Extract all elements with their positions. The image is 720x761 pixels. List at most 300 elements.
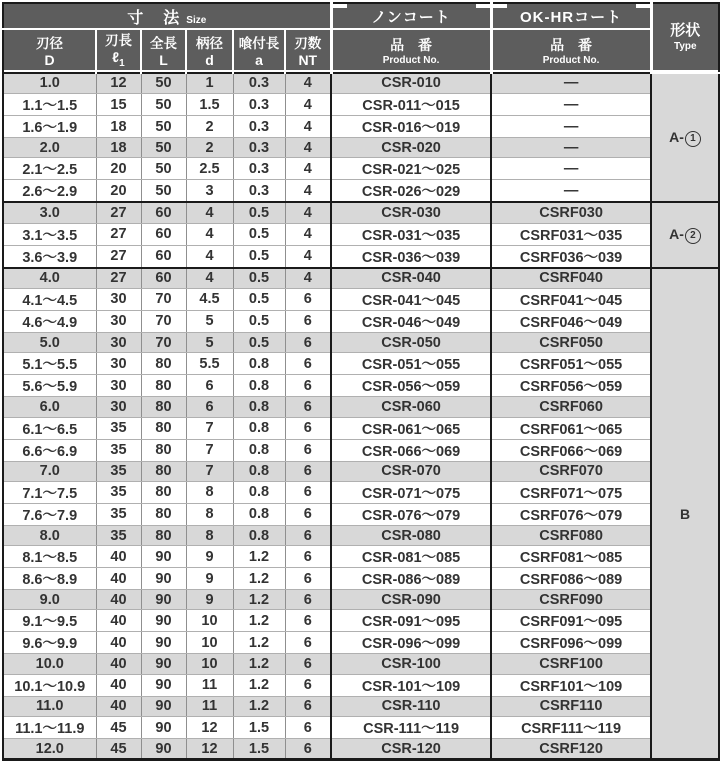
cell-okhr-product-no: CSRF041〜045 xyxy=(491,288,651,310)
cell-flute-count: 6 xyxy=(285,590,331,610)
cell-blade-dia: 8.6〜8.9 xyxy=(3,568,96,590)
cell-shank-dia: 2 xyxy=(186,116,233,138)
cell-noncoat-product-no: CSR-016〜019 xyxy=(331,116,491,138)
cell-flute-count: 6 xyxy=(285,439,331,461)
cell-chamfer-length: 0.5 xyxy=(233,288,285,310)
cell-flute-count: 6 xyxy=(285,654,331,674)
cell-shank-dia: 5 xyxy=(186,332,233,352)
cell-blade-dia: 5.1〜5.5 xyxy=(3,353,96,375)
cell-flute-count: 6 xyxy=(285,288,331,310)
cell-overall-length: 60 xyxy=(141,268,186,289)
cell-chamfer-length: 0.8 xyxy=(233,481,285,503)
cell-flute-count: 6 xyxy=(285,546,331,568)
cell-okhr-product-no: CSRF060 xyxy=(491,397,651,417)
cell-okhr-product-no: CSRF061〜065 xyxy=(491,417,651,439)
cell-flute-count: 6 xyxy=(285,696,331,716)
table-header xyxy=(3,3,719,73)
col-header-shank-dia: 柄径 d xyxy=(186,29,233,73)
table-row xyxy=(3,610,719,632)
cell-okhr-product-no: — xyxy=(491,180,651,203)
cell-chamfer-length: 0.8 xyxy=(233,461,285,481)
cell-shank-dia: 9 xyxy=(186,546,233,568)
cell-okhr-product-no: CSRF086〜089 xyxy=(491,568,651,590)
cell-overall-length: 80 xyxy=(141,353,186,375)
type-group-cell: B xyxy=(651,268,719,760)
cell-blade-length: 18 xyxy=(96,116,141,138)
cell-chamfer-length: 1.2 xyxy=(233,590,285,610)
cell-okhr-product-no: CSRF031〜035 xyxy=(491,223,651,245)
type-circled-number: 1 xyxy=(685,131,701,147)
cell-flute-count: 4 xyxy=(285,268,331,289)
type-prefix: A- xyxy=(669,128,684,145)
cell-blade-dia: 1.6〜1.9 xyxy=(3,116,96,138)
cell-shank-dia: 2 xyxy=(186,138,233,158)
size-group-label-jp: 寸 法 xyxy=(127,9,182,27)
cell-blade-length: 30 xyxy=(96,353,141,375)
cell-blade-length: 27 xyxy=(96,223,141,245)
cell-chamfer-length: 0.8 xyxy=(233,417,285,439)
cell-flute-count: 4 xyxy=(285,223,331,245)
cell-blade-length: 35 xyxy=(96,461,141,481)
cell-okhr-product-no: CSRF100 xyxy=(491,654,651,674)
cell-noncoat-product-no: CSR-020 xyxy=(331,138,491,158)
cell-blade-length: 40 xyxy=(96,590,141,610)
cell-flute-count: 6 xyxy=(285,674,331,696)
cell-noncoat-product-no: CSR-120 xyxy=(331,739,491,760)
cell-flute-count: 4 xyxy=(285,116,331,138)
cell-flute-count: 6 xyxy=(285,461,331,481)
cell-noncoat-product-no: CSR-030 xyxy=(331,202,491,223)
cell-overall-length: 90 xyxy=(141,654,186,674)
cell-overall-length: 80 xyxy=(141,525,186,545)
cell-blade-dia: 4.1〜4.5 xyxy=(3,288,96,310)
cell-okhr-product-no: — xyxy=(491,94,651,116)
cell-shank-dia: 8 xyxy=(186,525,233,545)
cell-flute-count: 6 xyxy=(285,417,331,439)
cell-overall-length: 90 xyxy=(141,717,186,739)
cell-blade-length: 35 xyxy=(96,417,141,439)
table-rows xyxy=(3,73,719,760)
cell-shank-dia: 10 xyxy=(186,610,233,632)
table-row xyxy=(3,94,719,116)
type-group-cell xyxy=(651,202,719,267)
cell-okhr-product-no: CSRF090 xyxy=(491,590,651,610)
cell-shank-dia: 4 xyxy=(186,245,233,268)
table-row xyxy=(3,268,719,289)
cell-overall-length: 80 xyxy=(141,461,186,481)
cell-shank-dia: 3 xyxy=(186,180,233,203)
table-row xyxy=(3,632,719,654)
cell-okhr-product-no: CSRF056〜059 xyxy=(491,375,651,397)
cell-blade-length: 18 xyxy=(96,138,141,158)
cell-blade-length: 45 xyxy=(96,739,141,760)
table-row xyxy=(3,73,719,94)
cell-noncoat-product-no: CSR-101〜109 xyxy=(331,674,491,696)
cell-blade-length: 40 xyxy=(96,674,141,696)
cell-okhr-product-no: CSRF080 xyxy=(491,525,651,545)
cell-blade-length: 40 xyxy=(96,632,141,654)
cell-flute-count: 4 xyxy=(285,180,331,203)
cell-chamfer-length: 1.2 xyxy=(233,568,285,590)
cell-overall-length: 50 xyxy=(141,138,186,158)
cell-overall-length: 80 xyxy=(141,481,186,503)
cell-okhr-product-no: CSRF081〜085 xyxy=(491,546,651,568)
cell-overall-length: 80 xyxy=(141,503,186,525)
cell-overall-length: 60 xyxy=(141,223,186,245)
table-row xyxy=(3,310,719,332)
cell-flute-count: 6 xyxy=(285,610,331,632)
cell-noncoat-product-no: CSR-010 xyxy=(331,73,491,94)
cell-overall-length: 90 xyxy=(141,610,186,632)
cell-chamfer-length: 0.8 xyxy=(233,375,285,397)
cell-blade-length: 20 xyxy=(96,180,141,203)
cell-blade-length: 40 xyxy=(96,568,141,590)
cell-blade-dia: 9.6〜9.9 xyxy=(3,632,96,654)
cell-chamfer-length: 0.3 xyxy=(233,116,285,138)
cell-overall-length: 60 xyxy=(141,202,186,223)
cell-flute-count: 4 xyxy=(285,158,331,180)
cell-flute-count: 4 xyxy=(285,138,331,158)
cell-shank-dia: 12 xyxy=(186,717,233,739)
cell-overall-length: 80 xyxy=(141,375,186,397)
cell-blade-length: 27 xyxy=(96,245,141,268)
cell-chamfer-length: 0.8 xyxy=(233,439,285,461)
table-row xyxy=(3,461,719,481)
cell-blade-dia: 4.0 xyxy=(3,268,96,289)
cell-blade-length: 35 xyxy=(96,503,141,525)
cell-shank-dia: 8 xyxy=(186,481,233,503)
cell-okhr-product-no: CSRF051〜055 xyxy=(491,353,651,375)
cell-okhr-product-no: — xyxy=(491,116,651,138)
table-row xyxy=(3,590,719,610)
cell-flute-count: 6 xyxy=(285,568,331,590)
cell-shank-dia: 6 xyxy=(186,397,233,417)
cell-overall-length: 50 xyxy=(141,94,186,116)
cell-okhr-product-no: CSRF036〜039 xyxy=(491,245,651,268)
cell-blade-dia: 1.1〜1.5 xyxy=(3,94,96,116)
cell-shank-dia: 11 xyxy=(186,674,233,696)
cell-blade-dia: 10.0 xyxy=(3,654,96,674)
cell-shank-dia: 8 xyxy=(186,503,233,525)
col-header-blade-dia: 刃径 D xyxy=(3,29,96,73)
noncoat-product-no-header: 品 番 Product No. xyxy=(331,29,491,73)
cell-blade-length: 30 xyxy=(96,310,141,332)
cell-blade-length: 20 xyxy=(96,158,141,180)
cell-overall-length: 50 xyxy=(141,116,186,138)
cell-chamfer-length: 1.5 xyxy=(233,739,285,760)
table-row xyxy=(3,417,719,439)
cell-noncoat-product-no: CSR-036〜039 xyxy=(331,245,491,268)
cell-overall-length: 70 xyxy=(141,288,186,310)
cell-blade-dia: 6.0 xyxy=(3,397,96,417)
cell-chamfer-length: 0.5 xyxy=(233,202,285,223)
cell-blade-dia: 12.0 xyxy=(3,739,96,760)
cell-noncoat-product-no: CSR-090 xyxy=(331,590,491,610)
cell-blade-length: 27 xyxy=(96,202,141,223)
cell-shank-dia: 9 xyxy=(186,568,233,590)
cell-noncoat-product-no: CSR-076〜079 xyxy=(331,503,491,525)
cell-noncoat-product-no: CSR-050 xyxy=(331,332,491,352)
type-prefix: A- xyxy=(669,226,684,243)
table-row xyxy=(3,223,719,245)
cell-noncoat-product-no: CSR-041〜045 xyxy=(331,288,491,310)
table-row xyxy=(3,180,719,203)
cell-okhr-product-no: CSRF120 xyxy=(491,739,651,760)
cell-chamfer-length: 1.2 xyxy=(233,654,285,674)
cell-flute-count: 6 xyxy=(285,632,331,654)
table-row xyxy=(3,481,719,503)
okhr-coat-header xyxy=(491,3,651,29)
cell-blade-dia: 11.0 xyxy=(3,696,96,716)
cell-blade-dia: 9.1〜9.5 xyxy=(3,610,96,632)
cell-blade-dia: 3.6〜3.9 xyxy=(3,245,96,268)
table-row xyxy=(3,158,719,180)
cell-chamfer-length: 1.5 xyxy=(233,717,285,739)
cell-blade-length: 30 xyxy=(96,397,141,417)
cell-blade-length: 40 xyxy=(96,546,141,568)
cell-noncoat-product-no: CSR-051〜055 xyxy=(331,353,491,375)
cell-chamfer-length: 1.2 xyxy=(233,546,285,568)
table-row xyxy=(3,375,719,397)
cell-shank-dia: 1 xyxy=(186,73,233,94)
cell-chamfer-length: 0.5 xyxy=(233,332,285,352)
cell-shank-dia: 9 xyxy=(186,590,233,610)
cell-okhr-product-no: CSRF070 xyxy=(491,461,651,481)
cell-overall-length: 80 xyxy=(141,439,186,461)
cell-shank-dia: 2.5 xyxy=(186,158,233,180)
cell-okhr-product-no: CSRF071〜075 xyxy=(491,481,651,503)
cell-blade-length: 40 xyxy=(96,610,141,632)
cell-chamfer-length: 0.5 xyxy=(233,268,285,289)
table-row xyxy=(3,739,719,760)
cell-overall-length: 70 xyxy=(141,332,186,352)
cell-blade-dia: 6.6〜6.9 xyxy=(3,439,96,461)
cell-blade-dia: 6.1〜6.5 xyxy=(3,417,96,439)
cell-overall-length: 90 xyxy=(141,739,186,760)
cell-noncoat-product-no: CSR-071〜075 xyxy=(331,481,491,503)
cell-overall-length: 90 xyxy=(141,590,186,610)
cell-overall-length: 80 xyxy=(141,397,186,417)
cell-chamfer-length: 0.3 xyxy=(233,138,285,158)
cell-flute-count: 4 xyxy=(285,245,331,268)
cell-flute-count: 6 xyxy=(285,375,331,397)
cell-flute-count: 6 xyxy=(285,332,331,352)
cell-blade-dia: 5.6〜5.9 xyxy=(3,375,96,397)
table-row xyxy=(3,288,719,310)
cell-noncoat-product-no: CSR-011〜015 xyxy=(331,94,491,116)
cell-flute-count: 6 xyxy=(285,310,331,332)
table-row xyxy=(3,138,719,158)
cell-shank-dia: 7 xyxy=(186,461,233,481)
col-header-flute-count: 刃数 NT xyxy=(285,29,331,73)
cell-blade-dia: 7.0 xyxy=(3,461,96,481)
cell-blade-length: 45 xyxy=(96,717,141,739)
cell-okhr-product-no: — xyxy=(491,138,651,158)
type-group-cell xyxy=(651,73,719,203)
cell-blade-dia: 2.0 xyxy=(3,138,96,158)
cell-chamfer-length: 1.2 xyxy=(233,610,285,632)
cell-chamfer-length: 0.5 xyxy=(233,245,285,268)
cell-noncoat-product-no: CSR-086〜089 xyxy=(331,568,491,590)
cell-chamfer-length: 0.3 xyxy=(233,158,285,180)
col-header-overall-length: 全長 L xyxy=(141,29,186,73)
cell-shank-dia: 10 xyxy=(186,654,233,674)
cell-shank-dia: 5 xyxy=(186,310,233,332)
table-row xyxy=(3,397,719,417)
table-row xyxy=(3,674,719,696)
cell-blade-dia: 11.1〜11.9 xyxy=(3,717,96,739)
cell-noncoat-product-no: CSR-026〜029 xyxy=(331,180,491,203)
cell-blade-length: 35 xyxy=(96,439,141,461)
size-group-header xyxy=(3,3,331,29)
cell-blade-dia: 8.1〜8.5 xyxy=(3,546,96,568)
table-row xyxy=(3,503,719,525)
cell-shank-dia: 10 xyxy=(186,632,233,654)
size-group-label-en: Size xyxy=(186,14,207,26)
cell-shank-dia: 5.5 xyxy=(186,353,233,375)
cell-noncoat-product-no: CSR-081〜085 xyxy=(331,546,491,568)
cell-shank-dia: 6 xyxy=(186,375,233,397)
cell-overall-length: 50 xyxy=(141,158,186,180)
cell-flute-count: 6 xyxy=(285,353,331,375)
cell-shank-dia: 4 xyxy=(186,202,233,223)
table-row xyxy=(3,353,719,375)
cell-chamfer-length: 0.5 xyxy=(233,223,285,245)
okhr-product-no-header: 品 番 Product No. xyxy=(491,29,651,73)
cell-blade-dia: 3.0 xyxy=(3,202,96,223)
cell-chamfer-length: 1.2 xyxy=(233,674,285,696)
cell-noncoat-product-no: CSR-091〜095 xyxy=(331,610,491,632)
cell-blade-dia: 2.6〜2.9 xyxy=(3,180,96,203)
cell-chamfer-length: 0.8 xyxy=(233,525,285,545)
cell-shank-dia: 1.5 xyxy=(186,94,233,116)
cell-noncoat-product-no: CSR-096〜099 xyxy=(331,632,491,654)
cell-okhr-product-no: — xyxy=(491,73,651,94)
col-header-chamfer-length: 喰付長 a xyxy=(233,29,285,73)
cell-shank-dia: 11 xyxy=(186,696,233,716)
cell-noncoat-product-no: CSR-031〜035 xyxy=(331,223,491,245)
table-row xyxy=(3,525,719,545)
cell-chamfer-length: 0.8 xyxy=(233,397,285,417)
cell-chamfer-length: 0.8 xyxy=(233,503,285,525)
cell-overall-length: 90 xyxy=(141,696,186,716)
cell-okhr-product-no: CSRF096〜099 xyxy=(491,632,651,654)
cell-chamfer-length: 0.8 xyxy=(233,353,285,375)
table-row xyxy=(3,654,719,674)
cell-flute-count: 6 xyxy=(285,503,331,525)
table-row xyxy=(3,717,719,739)
cell-blade-length: 15 xyxy=(96,94,141,116)
cell-flute-count: 6 xyxy=(285,717,331,739)
cell-shank-dia: 4 xyxy=(186,268,233,289)
cell-chamfer-length: 1.2 xyxy=(233,696,285,716)
cell-overall-length: 90 xyxy=(141,546,186,568)
cell-overall-length: 70 xyxy=(141,310,186,332)
cell-noncoat-product-no: CSR-066〜069 xyxy=(331,439,491,461)
cell-blade-dia: 7.6〜7.9 xyxy=(3,503,96,525)
cell-blade-dia: 1.0 xyxy=(3,73,96,94)
cell-chamfer-length: 1.2 xyxy=(233,632,285,654)
cell-overall-length: 50 xyxy=(141,73,186,94)
cell-blade-length: 27 xyxy=(96,268,141,289)
cell-okhr-product-no: — xyxy=(491,158,651,180)
cell-overall-length: 50 xyxy=(141,180,186,203)
cell-noncoat-product-no: CSR-110 xyxy=(331,696,491,716)
cell-shank-dia: 7 xyxy=(186,417,233,439)
noncoat-label: ノンコート xyxy=(371,8,451,26)
cell-okhr-product-no: CSRF101〜109 xyxy=(491,674,651,696)
cell-overall-length: 90 xyxy=(141,674,186,696)
table-row xyxy=(3,546,719,568)
cell-blade-dia: 2.1〜2.5 xyxy=(3,158,96,180)
cell-noncoat-product-no: CSR-056〜059 xyxy=(331,375,491,397)
cell-flute-count: 4 xyxy=(285,94,331,116)
cell-noncoat-product-no: CSR-060 xyxy=(331,397,491,417)
cell-blade-length: 12 xyxy=(96,73,141,94)
cell-flute-count: 4 xyxy=(285,73,331,94)
cell-blade-dia: 10.1〜10.9 xyxy=(3,674,96,696)
cell-okhr-product-no: CSRF091〜095 xyxy=(491,610,651,632)
table-row xyxy=(3,202,719,223)
cell-overall-length: 90 xyxy=(141,632,186,654)
shape-type-header xyxy=(651,3,719,73)
cell-okhr-product-no: CSRF050 xyxy=(491,332,651,352)
spec-table xyxy=(2,2,720,761)
cell-blade-length: 30 xyxy=(96,375,141,397)
cell-chamfer-length: 0.5 xyxy=(233,310,285,332)
cell-blade-dia: 3.1〜3.5 xyxy=(3,223,96,245)
cell-noncoat-product-no: CSR-111〜119 xyxy=(331,717,491,739)
cell-overall-length: 80 xyxy=(141,417,186,439)
cell-flute-count: 6 xyxy=(285,481,331,503)
table-row xyxy=(3,116,719,138)
cell-noncoat-product-no: CSR-040 xyxy=(331,268,491,289)
cell-blade-length: 35 xyxy=(96,481,141,503)
cell-noncoat-product-no: CSR-080 xyxy=(331,525,491,545)
cell-okhr-product-no: CSRF066〜069 xyxy=(491,439,651,461)
cell-okhr-product-no: CSRF076〜079 xyxy=(491,503,651,525)
cell-shank-dia: 4 xyxy=(186,223,233,245)
cell-blade-dia: 4.6〜4.9 xyxy=(3,310,96,332)
cell-blade-length: 40 xyxy=(96,696,141,716)
cell-noncoat-product-no: CSR-061〜065 xyxy=(331,417,491,439)
cell-overall-length: 60 xyxy=(141,245,186,268)
cell-chamfer-length: 0.3 xyxy=(233,180,285,203)
cell-flute-count: 4 xyxy=(285,202,331,223)
table-row xyxy=(3,568,719,590)
table-row xyxy=(3,696,719,716)
cell-blade-length: 30 xyxy=(96,332,141,352)
cell-shank-dia: 4.5 xyxy=(186,288,233,310)
cell-okhr-product-no: CSRF040 xyxy=(491,268,651,289)
table-row xyxy=(3,439,719,461)
table-row xyxy=(3,332,719,352)
cell-noncoat-product-no: CSR-070 xyxy=(331,461,491,481)
cell-noncoat-product-no: CSR-100 xyxy=(331,654,491,674)
cell-overall-length: 90 xyxy=(141,568,186,590)
shape-label-en: Type xyxy=(674,41,697,53)
cell-chamfer-length: 0.3 xyxy=(233,94,285,116)
noncoat-header xyxy=(331,3,491,29)
cell-okhr-product-no: CSRF030 xyxy=(491,202,651,223)
cell-blade-dia: 7.1〜7.5 xyxy=(3,481,96,503)
cell-okhr-product-no: CSRF111〜119 xyxy=(491,717,651,739)
cell-shank-dia: 12 xyxy=(186,739,233,760)
cell-blade-length: 40 xyxy=(96,654,141,674)
cell-blade-length: 30 xyxy=(96,288,141,310)
col-header-blade-length: 刃長 ℓ$_1$ xyxy=(96,29,141,73)
cell-okhr-product-no: CSRF110 xyxy=(491,696,651,716)
